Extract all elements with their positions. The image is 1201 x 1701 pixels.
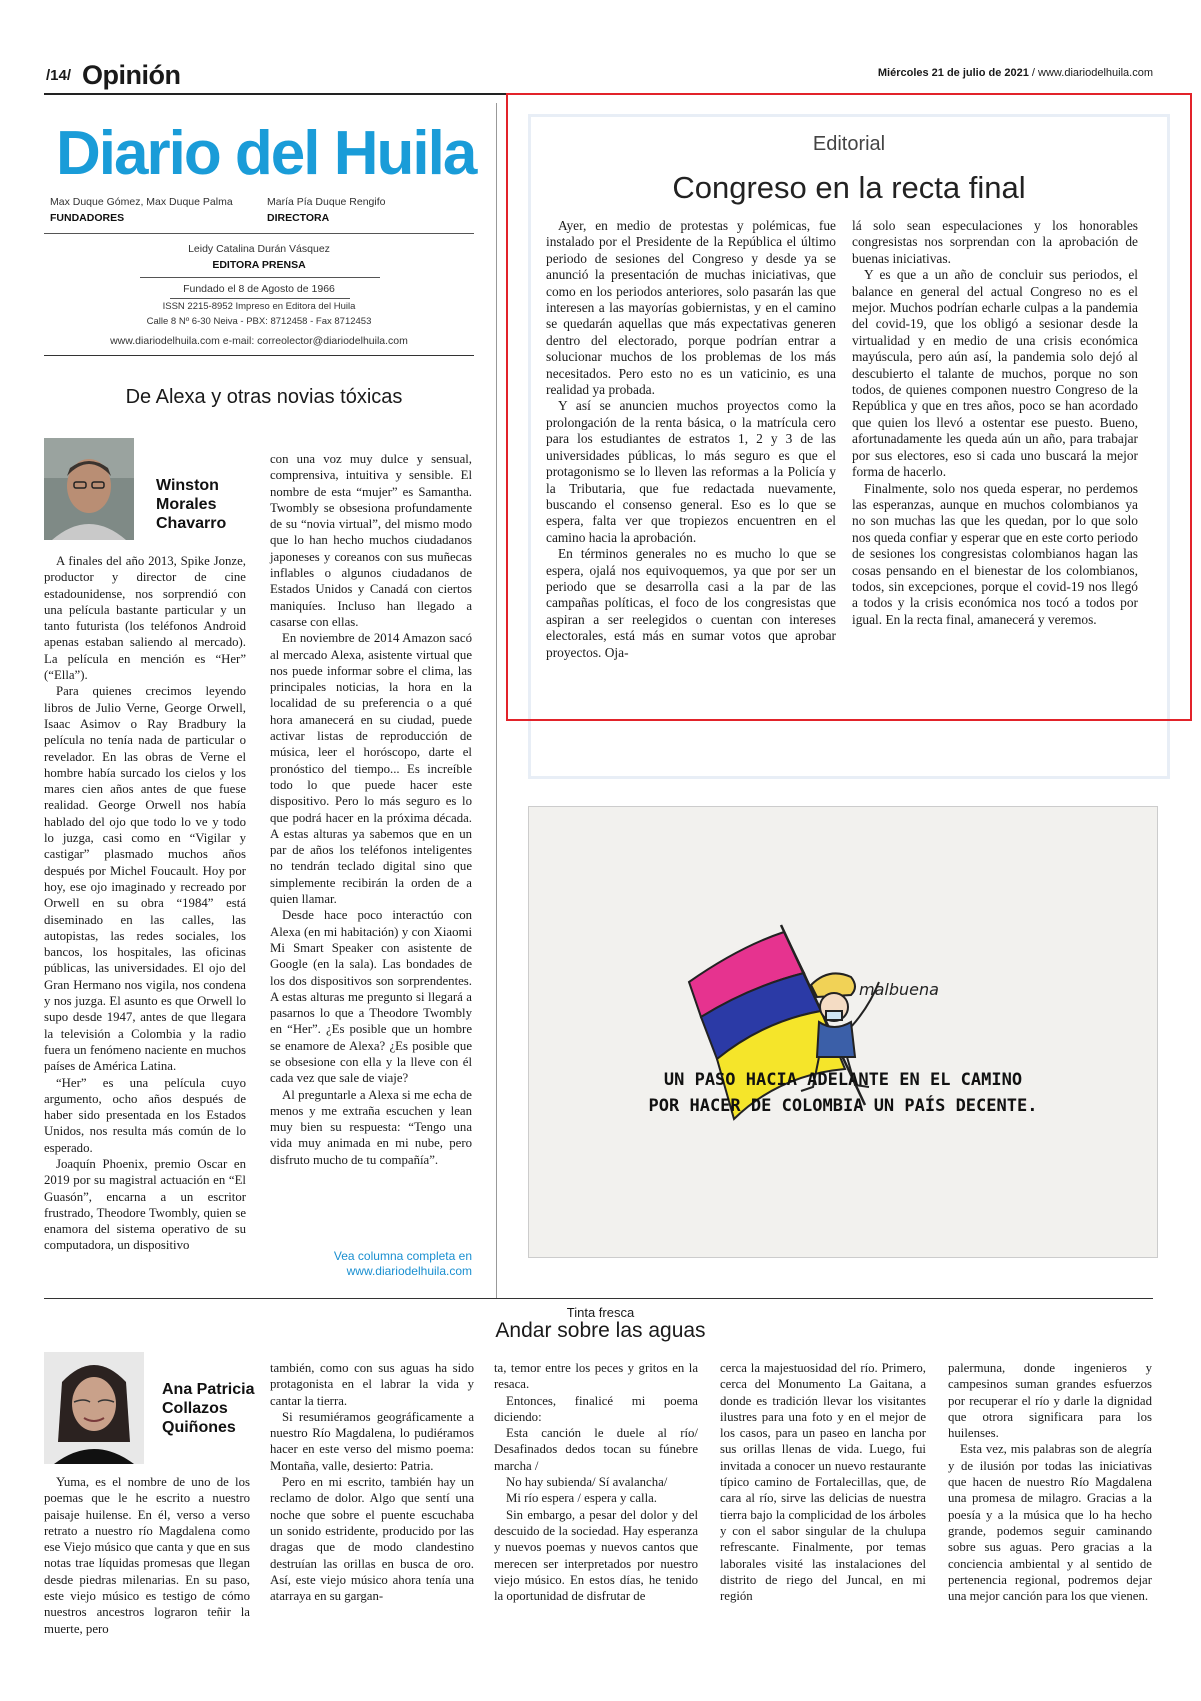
paragraph: Yuma, es el nombre de uno de los poemas que le he escrito a nuestro paisaje huilense. En él, verso a verso retrato a nuestro río Magdalena como ese Viejo músico que canta y que en sus notas trae líquidas promesas que llegan desde piedras milenarias. En su paso, este viejo músico es testigo de cómo nuestros ancestros lograron teñir la muerte, pero — [44, 1475, 250, 1636]
author-name: Winston Morales Chavarro — [156, 477, 227, 532]
paragraph: En noviembre de 2014 Amazon sacó al mercado Alexa, asistente virtual que nos puede informar sobre el clima, las principales noticias, la hora en la localidad de su preferencia o a qué hora amanecerá en su ciudad, puede activar listas de reproducción de música, leer el horóscopo, darte el pronóstico del tiempo... Es increíble todo lo que puede hacer este dispositivo. Pero lo más seguro es lo que podrá hacer en la próxima década. A estas alturas ya sabemos que en un par de años los teléfonos inteligentes no tendrán teclado digital sino que simplemente recibirán la orden de a quien llamar. — [270, 631, 472, 907]
article3-column-3 — [494, 1360, 698, 1604]
founded-date: Fundado el 8 de Agosto de 1966 — [183, 283, 335, 295]
paragraph: Desde hace poco interactúo con Alexa (en mi habitación) y con Xiaomi Mi Smart Speaker con asistente de Google (en la sala). Las bondades de los dos dispositivos son sorprendentes. A estas alturas me pregunto si llegará a pasarnos lo que a Theodore Twombly en “Her”. ¿Es posible que un hombre se enamore de Alexa? ¿Es posible que se obsesione con ella y la lleve con él cada vez que sale de viaje? — [270, 908, 472, 1086]
editor-label: EDITORA PRENSA — [212, 259, 306, 271]
article-title: De Alexa y otras novias tóxicas — [125, 386, 403, 408]
cartoonist-signature: malbuena — [859, 980, 939, 999]
paragraph: No hay subienda/ Sí avalancha/ — [506, 1475, 668, 1490]
paragraph: Si resumiéramos geográficamente a nuestro Río Magdalena, lo pudiéramos hacer en este verso del mismo poema: Montaña, valle, desierto: Patria. — [270, 1409, 474, 1473]
paragraph: ta, temor entre los peces y gritos en la resaca. — [494, 1361, 698, 1392]
address-line: Calle 8 Nº 6-30 Neiva - PBX: 8712458 - Fax 8712453 — [146, 316, 372, 327]
masthead-rule-founded — [170, 298, 350, 299]
issue-date: Miércoles 21 de julio de 2021 — [877, 67, 1029, 79]
page-number: /14/ — [46, 67, 72, 84]
paragraph: Al preguntarle a Alexa si me echa de menos y me extraña escuchen y lean muy bien su respuesta: “Tengo una vida muy animada en mi nube, pero disfruto mucho de tu compañía”. — [270, 1087, 472, 1167]
paragraph: también, como con sus aguas ha sido protagonista en el labrar la vida y cantar la tierra. — [270, 1361, 474, 1408]
editorial-column-1 — [546, 218, 836, 661]
full-column-link[interactable]: Vea columna completa en www.diariodelhuila.com — [333, 1249, 472, 1278]
paragraph: Y es que a un año de concluir sus periodos, el balance en general del actual Congreso no es el mejor. Muchos podrían echarle culpas a la pandemia del covid-19, que los obligó a sesionar desde la virtualidad y en medio de una crisis económica mayúscula, pero aún así, la pandemia solo dejó al descubierto el talante de muchos, porque no son todos, de quienes componen nuestro Congreso de la República y que en tres años, poco se han acordado que quien los llevó a ostentar ese puesto. Bueno, afortunadamente les queda aún un año, para trabajar por sus electores, eso si cada uno buscará la mejor forma de hacerlo. — [852, 267, 1138, 480]
paragraph: lá solo sean especulaciones y los honorables congresistas nos sorprendan con la aprobación de buenas iniciativas. — [852, 218, 1138, 266]
paragraph: “Her” es una película cuyo argumento, ocho años después de haber sido presentada en los Estados Unidos, nos resulta más común de lo esperado. — [44, 1075, 246, 1155]
paragraph: Mi río espera / espera y calla. — [506, 1491, 658, 1506]
bottom-section-rule — [44, 1298, 1153, 1299]
article3-column-2 — [270, 1360, 474, 1604]
editorial-label: Editorial — [812, 133, 886, 155]
section-title: Opinión — [82, 60, 181, 90]
paragraph: Sin embargo, a pesar del dolor y del descuido de la sociedad. Hay esperanza y nuevos poemas y nuevos cantos que merecen ser interpretados por nuestro viejo músico. En estos días, he tenido la oportunidad de disfrutar de — [494, 1507, 698, 1604]
paragraph: Ayer, en medio de protestas y polémicas, fue instalado por el Presidente de la República el último periodo de sesiones del Congreso y desde ya se anunció la presentación de muchas iniciativas, que como en los periodos anteriores, solo pasarán las que interesen a las mayorías gobiernistas, y en el camino se quedarán aquellas que más expectativas generen dentro del electorado, porque podrían entrar a solucionar muchos de los problemas de los más necesitados. Pero esto no es un vaticinio, es una realidad ya probada. — [546, 218, 836, 398]
editorial-column-2 — [852, 218, 1138, 628]
article-kicker: Tinta fresca — [566, 1305, 635, 1320]
paragraph: Esta canción le duele al río/ Desafinados dedos tocan su fúnebre marcha / — [494, 1426, 698, 1473]
author-photo — [44, 1352, 144, 1464]
article1-column-1 — [44, 553, 246, 1254]
cartoon-drawing — [529, 807, 1157, 1257]
paragraph: En términos generales no es mucho lo que se espera, ojalá nos equivoquemos, ya que por ser un periodo que se desarrolla casi a la par de las campañas políticas, el foco de los congresistas que aspiran a ser reelegidos o cuentan con intereses electorales, está más en sumar votos que aprobar proyectos. Oja- — [546, 546, 836, 660]
masthead-rule — [44, 233, 474, 234]
paragraph: Finalmente, solo nos queda esperar, no perdemos las esperanzas, aunque en muchos colombianos ya no son muchas las que les quedan, por lo que solo nos queda confiar y esperar que en este corto periodo de sesiones los congresistas colombianos hagan las cosas pensando en el bienestar de los colombianos, todos, sin excepciones, porque el covid-19 nos llegó a todos y la crisis económica nos tocó a todos por igual. En la recta final, amanecerá y veremos. — [852, 480, 1138, 627]
paragraph: Joaquín Phoenix, premio Oscar en 2019 por su magistral actuación en “El Guasón”, encarna a un escritor frustrado, Theodore Twombly, quien se enamora del sistema operativo de su computadora, un dispositivo — [44, 1156, 246, 1253]
article3-column-4 — [720, 1360, 926, 1604]
article-title: Andar sobre las aguas — [495, 1319, 706, 1342]
site-url[interactable]: / www.diariodelhuila.com — [1028, 67, 1153, 79]
article3-column-1 — [44, 1474, 250, 1637]
founders-label: FUNDADORES — [50, 212, 125, 224]
paragraph: cerca la majestuosidad del río. Primero, cerca del Monumento La Gaitana, a donde es tradición llevar los visitantes ilustres para una foto y en el mejor de los casos, para un paseo en lancha por sus orillas llenas de vida. Luego, fui invitada a conocer un nuevo restaurante típico camino de Fortalecillas, que, de cara al río, sirve las delicias de nuestra tierra bajo la complicidad de los árboles y con el sabor singular de la chulupa refrescante. Finalmente, por temas laborales visité las instalaciones del distrito de riego del Juncal, en mi región — [720, 1361, 926, 1604]
paragraph: Para quienes crecimos leyendo libros de Julio Verne, George Orwell, Isaac Asimov o Ray Bradbury la película no tenía nada de particular o revelador. En las obras de Verne el hombre había surcado los cielos y los mares cien años antes de que fuese realidad. George Orwell nos había hablado del ojo que todo lo ve y todo lo juzga, casi como en “Vigilar y castigar” plasmado muchos años después por Michel Foucault. Hoy por hoy, ese ojo imaginado y recreado por Orwell en su obra “1984” está diseminado en las calles, las autopistas, las redes sociales, los bancos, los hospitales, las oficinas públicas, las universidades. El ojo del Gran Hermano nos vigila, nos condena y nos juzga. El asunto es que Orwell lo supo desde 1947, antes de que llegara la televisión a Colombia y la radio fuera un fenómeno naciente en muchos países de América Latina. — [44, 684, 246, 1074]
cartoon-caption-line-2: POR HACER DE COLOMBIA UN PAÍS DECENTE. — [648, 1096, 1038, 1116]
editorial-title: Congreso en la recta final — [672, 170, 1026, 205]
column-divider — [496, 103, 497, 1298]
author-name: Ana Patricia Collazos Quiñones — [162, 1381, 255, 1436]
editor-name: Leidy Catalina Durán Vásquez — [188, 243, 330, 255]
dateline — [878, 67, 1153, 79]
author-photo — [44, 438, 134, 540]
masthead-rule-short — [140, 277, 380, 278]
newspaper-logo: Diario del Huila — [56, 119, 476, 188]
article3-column-5 — [948, 1360, 1152, 1604]
director-label: DIRECTORA — [267, 212, 330, 224]
issn-line: ISSN 2215-8952 Impreso en Editora del Huila — [162, 301, 356, 312]
article1-column-2 — [270, 451, 472, 1168]
paragraph: Y así se anuncien muchos proyectos como la prolongación de la renta básica, o la matrícula cero para los estudiantes de estratos 1, 2 y 3 de las universidades públicas, lo más seguro es que el protagonismo se lo lleven las reformas a la Policía y la Tributaria, que fue redactada nuevamente, buscando el consenso general. Eso es lo que se espera, falta ver que tropiezos encuentren en el camino hacia la aprobación. — [546, 398, 836, 545]
founders-names: Max Duque Gómez, Max Duque Palma — [50, 196, 233, 208]
paragraph: con una voz muy dulce y sensual, comprensiva, intuitiva y sensible. El nombre de esta “mujer” es Samantha. Twombly se obsesiona profundamente de su “novia virtual”, del mismo modo que lo han hecho muchos ciudadanos japoneses y coreanos con sus muñecas inflables o algunos ciudadanos de Estados Unidos y Canadá con ciertos maniquíes. Incluso han llegado a casarse con ellas. — [270, 452, 472, 629]
paragraph: Entonces, finalicé mi poema diciendo: — [494, 1393, 698, 1424]
paragraph: A finales del año 2013, Spike Jonze, productor y director de cine estadounidense, nos sorprendió con una película bastante particular y un tanto futurista (los teléfonos Android apenas estaban saliendo al mercado). La película en mención es “Her” (“Ella”). — [44, 554, 246, 683]
paragraph: Pero en mi escrito, también hay un reclamo de dolor. Algo que sentí una noche que sobre el puente escuchaba un sonido estridente, producido por las dragas que de modo clandestino destruían las orillas en busca de oro. Así, este viejo músico ahora tenía una atarraya en su gargan- — [270, 1475, 474, 1604]
paragraph: palermuna, donde ingenieros y campesinos suman grandes esfuerzos por recuperar el río y darle la dignidad que otrora significara para los huilenses. — [948, 1361, 1152, 1441]
editorial-cartoon — [528, 806, 1158, 1258]
cartoon-caption-line-1: UN PASO HACIA ADELANTE EN EL CAMINO — [663, 1070, 1023, 1090]
masthead-bottom-rule — [44, 355, 474, 356]
contact-line: www.diariodelhuila.com e-mail: correolector@diariodelhuila.com — [110, 335, 408, 347]
paragraph: Esta vez, mis palabras son de alegría y de ilusión por todas las iniciativas que hacen de nuestro Río Magdalena una promesa de milagro. Gracias a la poesía y a la música que lo ha hecho grande, podemos seguir caminando sobre sus aguas. Pero gracias a la conciencia ambiental y al sentido de pertenencia regional, podremos dejar una mejor canción para los que vienen. — [948, 1442, 1152, 1604]
director-name: María Pía Duque Rengifo — [267, 196, 386, 208]
